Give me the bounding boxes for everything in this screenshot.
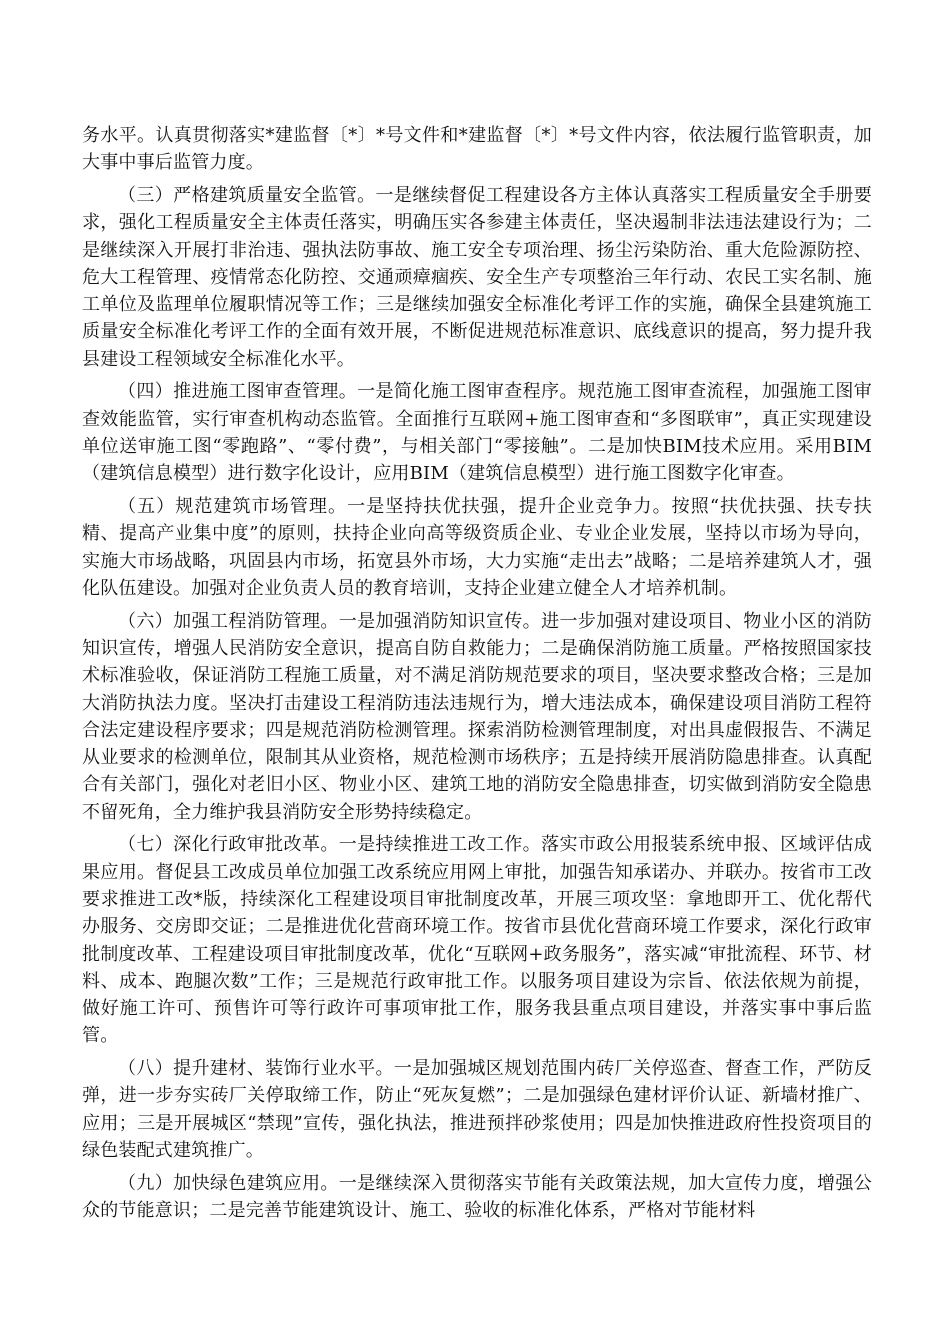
paragraph-construction-drawing-review: （四）推进施工图审查管理。一是简化施工图审查程序。规范施工图审查流程，加强施工图审查效能监管，实行审查机构动态监管。全面推行互联网+施工图审查和“多图联审”，真正实现建设单位送审施工图“零跑路”、“零付费”，与相关部门“零接触”。二是加快BIM技术应用。采用BIM（建筑信息模型）进行数字化设计，应用BIM（建筑信息模型）进行施工图数字化审查。: [82, 381, 872, 485]
paragraph-continued: 务水平。认真贯彻落实*建监督〔*〕*号文件和*建监督〔*〕*号文件内容，依法履行监管职责，加大事中事后监管力度。: [82, 125, 872, 174]
document-body: [82, 122, 872, 1230]
paragraph-quality-safety-supervision: （三）严格建筑质量安全监管。一是继续督促工程建设各方主体认真落实工程质量安全手册要求，强化工程质量安全主体责任落实，明确压实各参建主体责任，坚决遏制非法违法建设行为；二是继续深入开展打非治违、强执法防事故、施工安全专项治理、扬尘污染防治、重大危险源防控、危大工程管理、疫情常态化防控、交通顽瘴痼疾、安全生产专项整治三年行动、农民工实名制、施工单位及监理单位履职情况等工作；三是继续加强安全标准化考评工作的实施，确保全县建筑施工质量安全标准化考评工作的全面有效开展，不断促进规范标准意识、底线意识的提高，努力提升我县建设工程领域安全标准化水平。: [82, 184, 872, 370]
paragraph-construction-market: （五）规范建筑市场管理。一是坚持扶优扶强，提升企业竞争力。按照“扶优扶强、扶专扶精、提高产业集中度”的原则，扶持企业向高等级资质企业、专业企业发展，坚持以市场为导向，实施大市场战略，巩固县内市场，拓宽县外市场，大力实施“走出去”战略；二是培养建筑人才，强化队伍建设。加强对企业负责人员的教育培训，支持企业建立健全人才培养机制。: [82, 496, 872, 599]
paragraph-building-materials: （八）提升建材、装饰行业水平。一是加强城区规划范围内砖厂关停巡查、督查工作，严防反弹，进一步夯实砖厂关停取缔工作，防止“死灰复燃”；二是加强绿色建材评价认证、新墙材推广、应用；三是开展城区“禁现”宣传，强化执法，推进预拌砂浆使用；四是加快推进政府性投资项目的绿色装配式建筑推广。: [82, 1058, 872, 1162]
paragraph-fire-protection: （六）加强工程消防管理。一是加强消防知识宣传。进一步加强对建设项目、物业小区的消防知识宣传，增强人民消防安全意识，提高自防自救能力；二是确保消防施工质量。严格按照国家技术标准验收，保证消防工程施工质量，对不满足消防规范要求的项目，坚决要求整改合格；三是加大消防执法力度。坚决打击建设工程消防违法违规行为，增大违法成本，确保建设项目消防工程符合法定建设程序要求；四是规范消防检测管理。探索消防检测管理制度，对出具虚假报告、不满足从业要求的检测单位，限制其从业资格，规范检测市场秩序；五是持续开展消防隐患排查。认真配合有关部门，强化对老旧小区、物业小区、建筑工地的消防安全隐患排查，切实做到消防安全隐患不留死角，全力维护我县消防安全形势持续稳定。: [82, 610, 872, 823]
paragraph-green-building: （九）加快绿色建筑应用。一是继续深入贯彻落实节能有关政策法规，加大宣传力度，增强公众的节能意识；二是完善节能建筑设计、施工、验收的标准化体系，严格对节能材料: [82, 1172, 872, 1222]
paragraph-administrative-approval: （七）深化行政审批改革。一是持续推进工改工作。落实市政公用报装系统申报、区域评估成果应用。督促县工改成员单位加强工改系统应用网上审批，加强告知承诺办、并联办。按省市工改要求推进工改*版，持续深化工程建设项目审批制度改革，开展三项攻坚：拿地即开工、优化帮代办服务、交房即交证；二是推进优化营商环境工作。按省市县优化营商环境工作要求，深化行政审批制度改革、工程建设项目审批制度改革，优化“互联网+政务服务”，落实减“审批流程、环节、材料、成本、跑腿次数”工作；三是规范行政审批工作。以服务项目建设为宗旨、依法依规为前提，做好施工许可、预售许可等行政许可事项审批工作，服务我县重点项目建设，并落实事中事后监管。: [82, 834, 872, 1047]
